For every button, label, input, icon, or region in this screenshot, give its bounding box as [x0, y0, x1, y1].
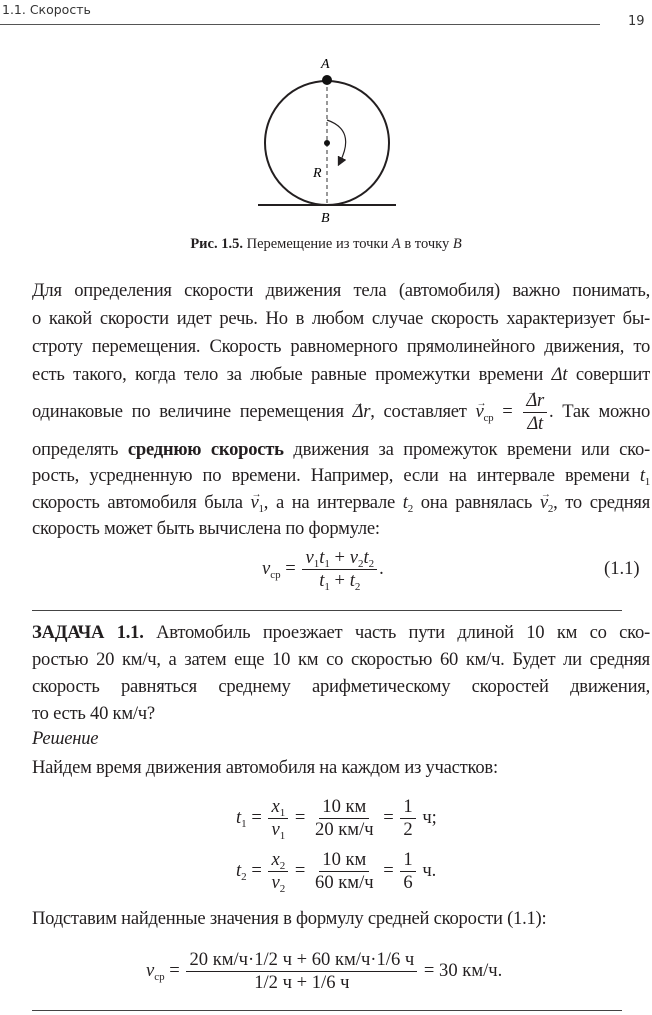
formula-t2: $t_2$ = $\frac{x_2}{v_2}$ = $\frac{10 км}{60 км/ч}$ = $\frac{1}{6}$ ч.: [236, 849, 437, 896]
task-line: ростью 20 км/ч, а затем еще 10 км со скоростью 60 км/ч. Будет ли средняя: [32, 649, 650, 670]
inline-fraction: → $\frac{\Delta r}{\Delta t}$: [523, 390, 547, 435]
solution-text: Найдем время движения автомобиля на каждом из участков:: [32, 757, 498, 778]
paragraph-line: скорость автомобиля была → $v_1$, а на интервале $t_2$ она равнялась → $v_2$, то средняя: [32, 491, 650, 515]
paragraph-line: Для определения скорости движения тела (автомобиля) важно понимать,: [32, 280, 650, 301]
running-header: 1.1. Скорость: [2, 2, 91, 17]
bold-term: среднюю скорость: [127, 439, 284, 460]
task-line: то есть 40 км/ч?: [32, 703, 155, 724]
paragraph-line: скорость может быть вычислена по формуле:: [32, 518, 380, 539]
paragraph-line: рость, усредненную по времени. Например, если на интервале времени $t_1$: [32, 465, 650, 488]
label-a: A: [321, 57, 330, 72]
paragraph-line: определять среднюю скорость движения за промежуток времени или ско-: [32, 439, 650, 460]
page-number: 19: [628, 14, 645, 29]
paragraph-line: о какой скорости идет речь. Но в любом случае скорость характеризует бы-: [32, 308, 650, 329]
equation-1-1: $v_{ср}$ = $\frac{v_1t_1 + v_2t_2}{t_1 + t_2}$ .: [262, 547, 384, 594]
label-b: B: [321, 211, 330, 226]
task-top-rule: [32, 610, 622, 611]
task-bottom-rule: [32, 1010, 622, 1011]
paragraph-line: одинаковые по величине перемещения → Δr, составляет → $v_{ср}$ = → $\frac{\Delta r}{\Delta t}$ . Так можно: [32, 389, 650, 435]
formula-average-speed: $v_{ср}$ = $\frac{20 км/ч\cdot 1/2 ч + 60 км/ч\cdot 1/6 ч}{1/2 ч + 1/6 ч}$ = 30 км/ч.: [146, 949, 503, 994]
formula-t1: $t_1$ = $\frac{x_1}{v_1}$ = $\frac{10 км}{20 км/ч}$ = $\frac{1}{2}$ ч;: [236, 796, 437, 843]
solution-text: Подставим найденные значения в формулу средней скорости (1.1):: [32, 908, 547, 929]
task-line: скорость равняться среднему арифметическому скоростей движения,: [32, 676, 650, 697]
equation-number: (1.1): [604, 558, 640, 579]
task-line: ЗАДАЧА 1.1. Автомобиль проезжает часть пути длиной 10 км со ско-: [32, 622, 650, 643]
figure-circle-diagram: [0, 0, 652, 230]
figure-caption: Рис. 1.5. Перемещение из точки A в точку B: [190, 236, 462, 252]
paragraph-line: строту перемещения. Скорость равномерного прямолинейного движения, то: [32, 336, 650, 357]
rotation-arrow-icon: [327, 120, 346, 162]
center-dot: [324, 140, 330, 146]
point-a-dot: [322, 75, 332, 85]
label-r: R: [313, 166, 322, 181]
task-title: ЗАДАЧА 1.1.: [32, 622, 144, 643]
paragraph-line: есть такого, когда тело за любые равные промежутки времени Δt совершит: [32, 364, 650, 385]
solution-heading: Решение: [32, 728, 99, 749]
